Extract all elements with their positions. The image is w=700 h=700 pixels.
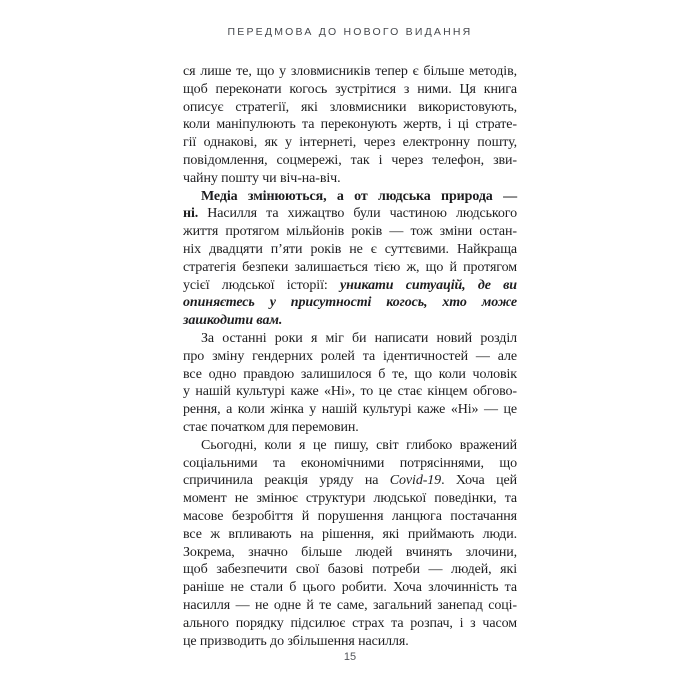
text-line (183, 223, 517, 241)
text-segment: Covid-19 (389, 473, 442, 489)
text-segment: все одно правдою залишилося б те, що коли чоловік (183, 366, 517, 382)
text-line (183, 241, 517, 259)
text-segment: зашкодити вам. (183, 313, 283, 329)
text-segment: . Хоча цей (441, 473, 517, 489)
text-segment: ального порядку підсилює страх та розпач, і з часом (183, 615, 517, 631)
text-line (183, 188, 517, 206)
text-line (183, 401, 517, 419)
text-segment: Зокрема, значно більше людей вчинять злочини, (183, 544, 517, 560)
text-segment: про зміну гендерних ролей та ідентичностей — але (183, 348, 517, 364)
text-line (183, 544, 517, 562)
text-line (183, 170, 517, 188)
text-line (183, 277, 517, 295)
text-segment: опиняєтесь у присутності когось, хто може (183, 295, 517, 311)
text-line (183, 152, 517, 170)
text-segment: описує стратегії, які зловмисники використовують, (183, 99, 517, 115)
text-segment: За останні роки я міг би написати новий розділ (201, 330, 517, 346)
text-segment: момент не змінює структури людської поведінки, та (183, 491, 517, 507)
text-segment: насилля — не одне й те саме, загальний занепад соці- (183, 597, 517, 613)
text-segment: це призводить до збільшення насилля. (183, 633, 409, 649)
text-segment: все ж впливають на рішення, які приймають люди. (183, 526, 517, 542)
text-segment: повідомлення, соцмережі, так і через телефон, зви- (183, 152, 517, 168)
text-line (183, 312, 517, 330)
text-line (183, 99, 517, 117)
text-segment: спричинила реакція уряду на (183, 473, 390, 489)
text-segment: Сьогодні, коли я це пишу, світ глибоко вражений (201, 437, 517, 453)
text-line (183, 419, 517, 437)
text-line (183, 330, 517, 348)
text-line (183, 526, 517, 544)
text-segment: щоб забезпечити свої базові потреби — людей, які (183, 562, 517, 578)
text-segment: стратегія безпеки залишається тією ж, що й протягом (183, 259, 517, 275)
running-header: ПЕРЕДМОВА ДО НОВОГО ВИДАННЯ (227, 26, 473, 38)
page-number: 15 (343, 651, 357, 663)
text-line (183, 597, 517, 615)
text-column (183, 63, 517, 650)
text-line (183, 472, 517, 490)
text-segment: ніх двадцяти п’яти років не є суттєвими. Найкраща (183, 241, 517, 257)
text-segment: раніше не стали б цього робити. Хоча злочинність та (183, 580, 517, 596)
text-line (183, 561, 517, 579)
text-segment: коли маніпулюють та переконують жертв, і ці страте- (183, 117, 517, 133)
text-segment: у нашій культурі каже «Ні», то це стає кінцем обгово- (183, 384, 517, 400)
text-segment: щоб переконати когось зустрітися з ними. Ця книга (183, 81, 517, 97)
text-line (183, 490, 517, 508)
text-segment: усієї людської історії: (183, 277, 340, 293)
text-line (183, 633, 517, 651)
text-segment: чайну пошту чи віч-на-віч. (183, 170, 341, 186)
text-segment: ні. (183, 206, 199, 222)
text-segment: Насилля та хижацтво були частиною людського (198, 206, 517, 222)
text-segment: ся лише те, що у зловмисників тепер є більше методів, (183, 64, 517, 79)
text-segment: уникати ситуацій, де ви (339, 277, 517, 293)
text-line (183, 615, 517, 633)
text-line (183, 383, 517, 401)
text-line (183, 63, 517, 81)
text-line (183, 134, 517, 152)
text-segment: Медіа змінюються, а от людська природа — (201, 188, 517, 204)
text-line (183, 348, 517, 366)
text-segment: рення, а коли жінка у нашій культурі каже «Ні» — це (183, 402, 517, 418)
text-line (183, 259, 517, 277)
text-segment: стає початком для перемовин. (183, 419, 359, 435)
text-segment: масове безробіття й порушення ланцюга постачання (183, 508, 517, 524)
text-line (183, 579, 517, 597)
text-line (183, 81, 517, 99)
text-segment: гії однакові, як у інтернеті, через електронну пошту, (183, 135, 517, 151)
text-segment: життя протягом мільйонів років — тож зміни остан- (183, 224, 517, 240)
text-line (183, 205, 517, 223)
text-line (183, 455, 517, 473)
text-line (183, 437, 517, 455)
text-line (183, 116, 517, 134)
text-line (183, 508, 517, 526)
text-segment: соціальними та економічними потрясіннями, що (183, 455, 517, 471)
text-line (183, 294, 517, 312)
text-line (183, 366, 517, 384)
